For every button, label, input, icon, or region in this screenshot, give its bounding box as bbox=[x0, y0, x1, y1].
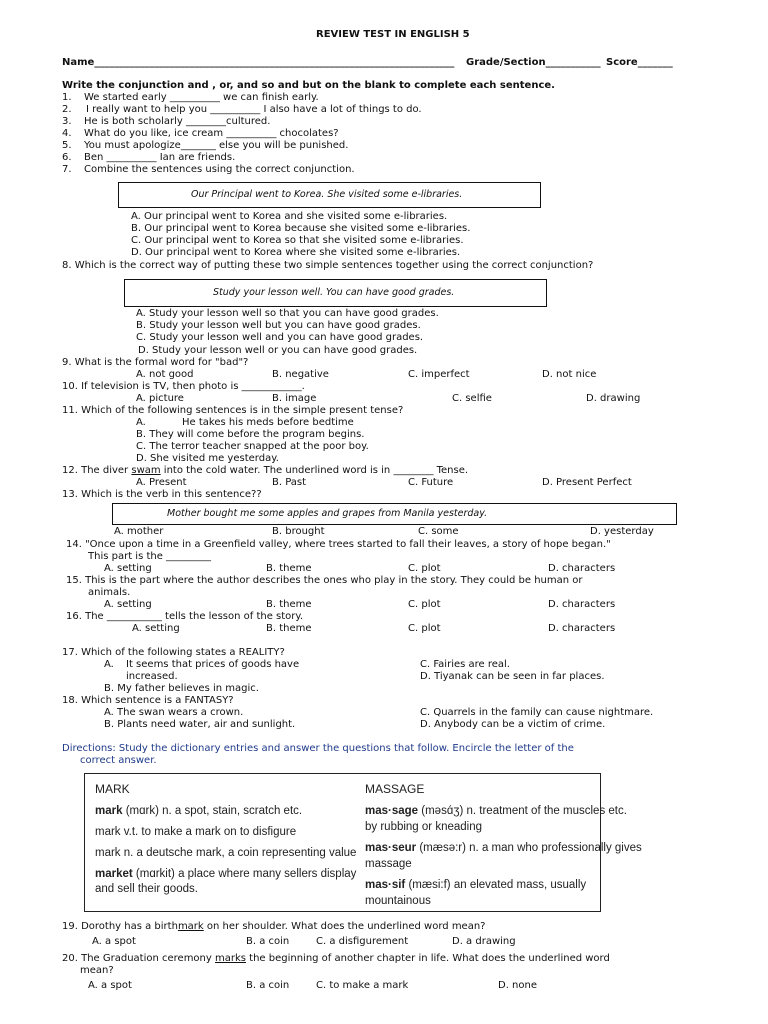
q7-choice-d: D. Our principal went to Korea where she visited some e-libraries. bbox=[131, 247, 461, 258]
item-text: You must apologize_______ else you will be punished. bbox=[84, 140, 349, 151]
q15-choice-b: B. theme bbox=[266, 599, 312, 610]
dictionary-entry: mark v.t. to make a mark on to disfigure bbox=[95, 826, 297, 838]
q14-choice-a: A. setting bbox=[104, 563, 152, 574]
entry-word: market bbox=[95, 868, 133, 880]
item-number: 4. bbox=[62, 128, 72, 139]
dictionary-entry: massage bbox=[365, 858, 412, 870]
q15-choice-a: A. setting bbox=[104, 599, 152, 610]
q10-choice-d: D. drawing bbox=[586, 393, 641, 404]
q11-choice-c: C. The terror teacher snapped at the poor boy. bbox=[136, 441, 369, 452]
q19-pre: 19. Dorothy has a birth bbox=[62, 921, 178, 932]
q19-question bbox=[62, 921, 485, 933]
q17-choice-c: C. Fairies are real. bbox=[420, 659, 510, 670]
entry-definition: (məsɑ́ʒ) n. treatment of the muscles etc. bbox=[418, 805, 627, 817]
item-text: I really want to help you __________ I also have a lot of things to do. bbox=[86, 104, 422, 115]
q9-choice-d: D. not nice bbox=[542, 369, 597, 380]
directions-cont: correct answer. bbox=[80, 755, 157, 766]
q20-choice-a: A. a spot bbox=[88, 980, 132, 991]
q13-choice-d: D. yesterday bbox=[590, 526, 654, 537]
dictionary-entry: and sell their goods. bbox=[95, 883, 198, 895]
item-number: 1. bbox=[62, 92, 72, 103]
item-text: We started early __________ we can finish early. bbox=[84, 92, 319, 103]
q11-choice-a-letter: A. bbox=[136, 417, 146, 428]
q18-choice-a: A. The swan wears a crown. bbox=[104, 707, 244, 718]
q15-choice-d: D. characters bbox=[548, 599, 616, 610]
q7-box-text: Our Principal went to Korea. She visited some e-libraries. bbox=[191, 189, 463, 200]
q14-question: 14. "Once upon a time in a Greenfield valley, where trees started to fall their leaves, a story of hope began." bbox=[66, 539, 611, 550]
q12-choice-b: B. Past bbox=[272, 477, 307, 488]
dictionary-heading-left: MARK bbox=[95, 782, 130, 796]
q12-choice-d: D. Present Perfect bbox=[542, 477, 632, 488]
entry-definition: (mɑrkit) a place where many sellers display bbox=[132, 868, 357, 880]
q12-post: into the cold water. The underlined word is in ________ Tense. bbox=[160, 465, 469, 476]
q7-choice-c: C. Our principal went to Korea so that she visited some e-libraries. bbox=[131, 235, 464, 246]
q12-choice-a: A. Present bbox=[136, 477, 187, 488]
dictionary-entry: mountainous bbox=[365, 895, 431, 907]
q17-choice-a-cont: increased. bbox=[126, 671, 178, 682]
dictionary-heading-right: MASSAGE bbox=[365, 782, 425, 796]
q8-sentence-box bbox=[124, 279, 547, 307]
q8-choice-a: A. Study your lesson well so that you can have good grades. bbox=[136, 308, 439, 319]
q7-sentence-box bbox=[118, 182, 541, 208]
dictionary-entry bbox=[365, 878, 586, 892]
dictionary-entry bbox=[365, 841, 642, 855]
q10-choice-a: A. picture bbox=[136, 393, 184, 404]
dictionary-entry bbox=[95, 867, 356, 881]
q8-question: 8. Which is the correct way of putting these two simple sentences together using the correct conjunction? bbox=[62, 260, 594, 271]
page-title: REVIEW TEST IN ENGLISH 5 bbox=[316, 29, 470, 40]
entry-definition: (mæsə:r) n. a man who professionally gives bbox=[416, 842, 642, 854]
q9-choice-b: B. negative bbox=[272, 369, 329, 380]
q11-choice-d: D. She visited me yesterday. bbox=[136, 453, 279, 464]
dictionary-entry bbox=[95, 804, 302, 818]
entry-definition: (mɑrk) n. a spot, stain, scratch etc. bbox=[122, 805, 303, 817]
dictionary-entry bbox=[365, 804, 627, 818]
q20-choice-d: D. none bbox=[498, 980, 538, 991]
q10-choice-b: B. image bbox=[272, 393, 317, 404]
q14-question-cont: This part is the _________ bbox=[88, 551, 212, 562]
q15-question-cont: animals. bbox=[88, 587, 131, 598]
q12-pre: 12. The diver bbox=[62, 465, 132, 476]
q17-choice-d: D. Tiyanak can be seen in far places. bbox=[420, 671, 605, 682]
q8-choice-c: C. Study your lesson well and you can have good grades. bbox=[136, 332, 424, 343]
item-text: Combine the sentences using the correct conjunction. bbox=[84, 164, 355, 175]
q20-post: the beginning of another chapter in life. What does the underlined word bbox=[245, 953, 610, 964]
dictionary-entry: mark n. a deutsche mark, a coin representing value bbox=[95, 847, 357, 859]
entry-word: mas·seur bbox=[365, 842, 417, 854]
q15-question: 15. This is the part where the author describes the ones who play in the story. They could be human or bbox=[66, 575, 583, 586]
item-number: 2. bbox=[62, 104, 72, 115]
q19-underlined-word: mark bbox=[177, 921, 204, 932]
q19-choice-b: B. a coin bbox=[246, 936, 290, 947]
q13-choice-b: B. brought bbox=[272, 526, 325, 537]
q20-choice-b: B. a coin bbox=[246, 980, 290, 991]
q12-choice-c: C. Future bbox=[408, 477, 454, 488]
q16-question: 16. The ___________ tells the lesson of the story. bbox=[66, 611, 304, 622]
q18-question: 18. Which sentence is a FANTASY? bbox=[62, 695, 234, 706]
entry-word: mas·sage bbox=[365, 805, 419, 817]
score-field: Score_______ bbox=[606, 57, 673, 68]
q16-choice-b: B. theme bbox=[266, 623, 312, 634]
directions: Directions: Study the dictionary entries and answer the questions that follow. Encircle the letter of the bbox=[62, 743, 574, 754]
q20-choice-c: C. to make a mark bbox=[316, 980, 409, 991]
entry-definition: (mæsi:f) an elevated mass, usually bbox=[405, 879, 587, 891]
q19-post: on her shoulder. What does the underlined word mean? bbox=[203, 921, 486, 932]
q18-choice-d: D. Anybody can be a victim of crime. bbox=[420, 719, 606, 730]
q7-choice-a: A. Our principal went to Korea and she visited some e-libraries. bbox=[131, 211, 448, 222]
q13-question: 13. Which is the verb in this sentence?? bbox=[62, 489, 262, 500]
q14-choice-c: C. plot bbox=[408, 563, 441, 574]
q17-choice-b: B. My father believes in magic. bbox=[104, 683, 259, 694]
q20-question bbox=[62, 953, 610, 965]
q18-choice-b: B. Plants need water, air and sunlight. bbox=[104, 719, 296, 730]
q13-box-text: Mother bought me some apples and grapes from Manila yesterday. bbox=[167, 508, 488, 519]
q7-choice-b: B. Our principal went to Korea because she visited some e-libraries. bbox=[131, 223, 471, 234]
q18-choice-c: C. Quarrels in the family can cause nightmare. bbox=[420, 707, 654, 718]
q13-sentence-box bbox=[112, 503, 677, 525]
q20-pre: 20. The Graduation ceremony bbox=[62, 953, 215, 964]
q9-choice-a: A. not good bbox=[136, 369, 194, 380]
q17-choice-a: It seems that prices of goods have bbox=[126, 659, 300, 670]
q19-choice-d: D. a drawing bbox=[452, 936, 516, 947]
q12-question bbox=[62, 465, 468, 477]
q16-choice-a: A. setting bbox=[132, 623, 180, 634]
q19-choice-a: A. a spot bbox=[92, 936, 136, 947]
q10-choice-c: C. selfie bbox=[452, 393, 492, 404]
q8-box-text: Study your lesson well. You can have good grades. bbox=[213, 287, 455, 298]
q15-choice-c: C. plot bbox=[408, 599, 441, 610]
q9-question: 9. What is the formal word for "bad"? bbox=[62, 357, 249, 368]
item-text: He is both scholarly ________cultured. bbox=[84, 116, 271, 127]
q11-choice-a: He takes his meds before bedtime bbox=[182, 417, 354, 428]
instruction: Write the conjunction and , or, and so and but on the blank to complete each sentence. bbox=[62, 80, 555, 91]
q8-choice-d: D. Study your lesson well or you can have good grades. bbox=[138, 345, 418, 356]
entry-word: mark bbox=[95, 805, 123, 817]
q16-choice-d: D. characters bbox=[548, 623, 616, 634]
q17-question: 17. Which of the following states a REALITY? bbox=[62, 647, 285, 658]
item-number: 7. bbox=[62, 164, 72, 175]
q19-choice-c: C. a disfigurement bbox=[316, 936, 409, 947]
q20-underlined-word: marks bbox=[214, 953, 246, 964]
q11-question: 11. Which of the following sentences is in the simple present tense? bbox=[62, 405, 404, 416]
q12-underlined-word: swam bbox=[131, 465, 161, 476]
q9-choice-c: C. imperfect bbox=[408, 369, 470, 380]
item-number: 6. bbox=[62, 152, 72, 163]
item-number: 5. bbox=[62, 140, 72, 151]
q17-choice-a-letter: A. bbox=[104, 659, 114, 670]
q20-question-cont: mean? bbox=[80, 965, 114, 976]
q13-choice-a: A. mother bbox=[114, 526, 164, 537]
dictionary-entry: by rubbing or kneading bbox=[365, 821, 482, 833]
item-number: 3. bbox=[62, 116, 72, 127]
name-field: Name________________________________________________________________________ bbox=[62, 57, 455, 68]
q14-choice-d: D. characters bbox=[548, 563, 616, 574]
q16-choice-c: C. plot bbox=[408, 623, 441, 634]
item-text: Ben __________ Ian are friends. bbox=[84, 152, 236, 163]
q14-choice-b: B. theme bbox=[266, 563, 312, 574]
item-text: What do you like, ice cream __________ chocolates? bbox=[84, 128, 339, 139]
grade-section-field: Grade/Section___________ bbox=[466, 57, 601, 68]
entry-word: mas·sif bbox=[365, 879, 406, 891]
dictionary-entries-box bbox=[84, 773, 642, 912]
q8-choice-b: B. Study your lesson well but you can have good grades. bbox=[136, 320, 421, 331]
q10-question: 10. If television is TV, then photo is ____________. bbox=[62, 381, 305, 392]
q11-choice-b: B. They will come before the program begins. bbox=[136, 429, 365, 440]
q13-choice-c: C. some bbox=[418, 526, 459, 537]
